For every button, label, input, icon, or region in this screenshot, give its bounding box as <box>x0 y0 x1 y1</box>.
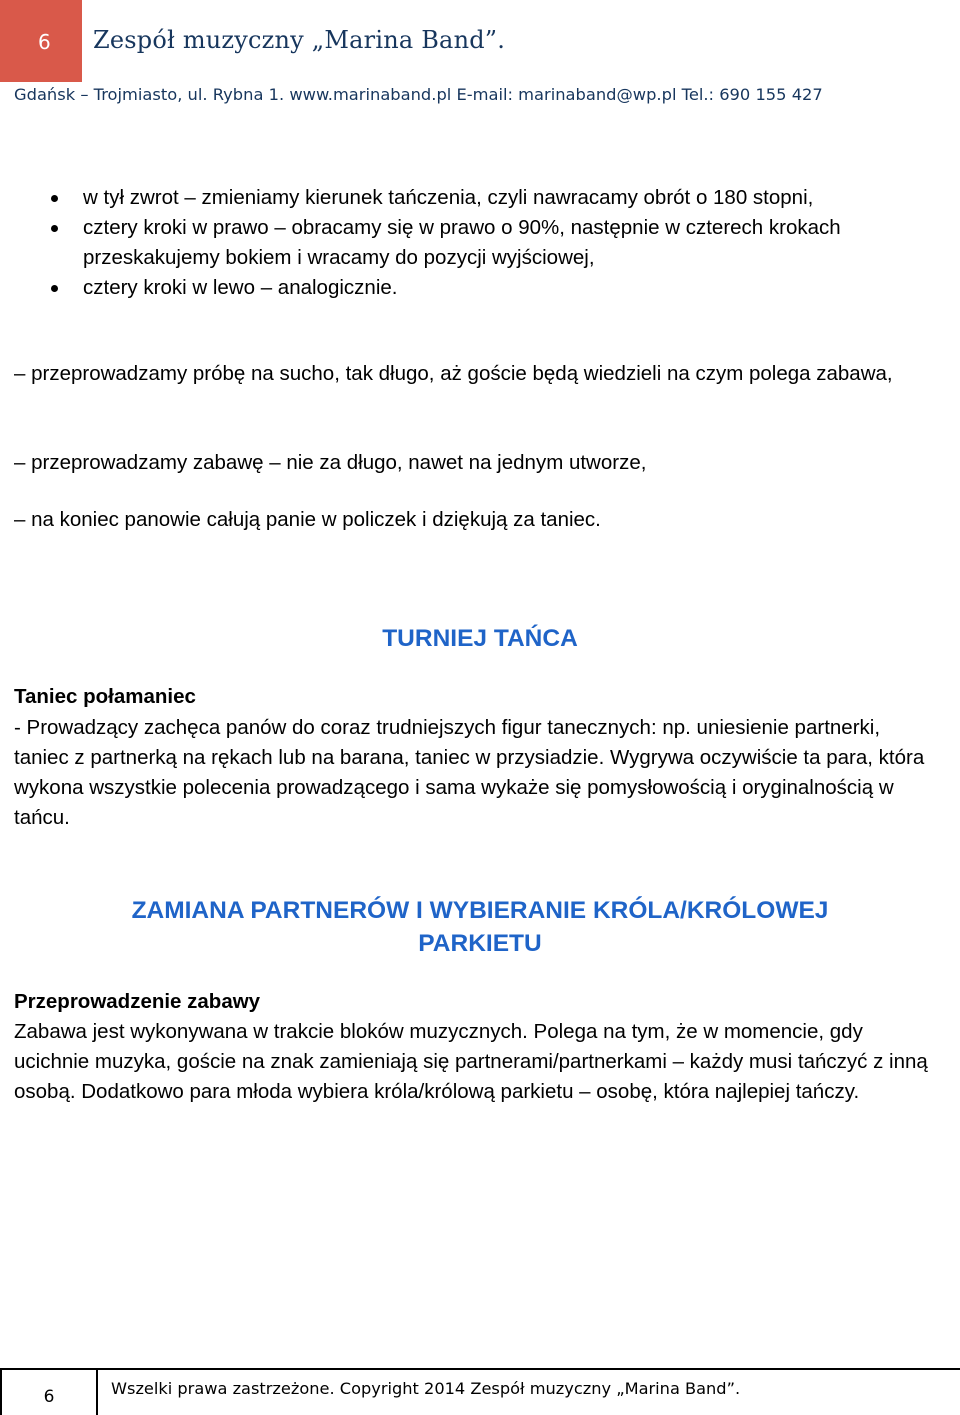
document-title: Zespół muzyczny „Marina Band”. <box>93 26 506 54</box>
section-body-taniec: - Prowadzący zachęca panów do coraz trudniejszych figur tanecznych: np. uniesienie partnerki, taniec z partnerką na rękach lub na barana, taniec w przysiadzie. Wygrywa oczywiście ta para, która wykona wszystkie polecenia prowadzącego i sama wykaże się pomysłowością i oryginalnością w tańcu. <box>14 716 925 829</box>
list-item <box>83 213 943 273</box>
footer-page-number-box <box>0 1368 98 1415</box>
section-heading-turniej: TURNIEJ TAŃCA <box>382 625 578 652</box>
list-item-text: cztery kroki w lewo – analogicznie. <box>83 276 398 299</box>
section-heading-zamiana <box>0 894 960 960</box>
list-item-text: w tył zwrot – zmieniamy kierunek tańczenia, czyli nawracamy obrót o 180 stopni, <box>83 186 814 209</box>
bullet-icon <box>51 195 58 202</box>
footer-page-number: 6 <box>43 1386 55 1407</box>
page-number-badge <box>0 0 82 82</box>
dash-item: – przeprowadzamy zabawę – nie za długo, nawet na jednym utworze, <box>14 451 647 474</box>
bullet-list <box>83 183 943 303</box>
section-subheading-przeprowadzenie: Przeprowadzenie zabawy <box>14 990 261 1013</box>
footer-divider <box>98 1368 960 1370</box>
dash-item: – na koniec panowie całują panie w policzek i dziękują za taniec. <box>14 508 601 531</box>
footer-copyright: Wszelki prawa zastrzeżone. Copyright 2014 Zespół muzyczny „Marina Band”. <box>111 1379 741 1398</box>
bullet-icon <box>51 285 58 292</box>
contact-line: Gdańsk – Trojmiasto, ul. Rybna 1. www.marinaband.pl E-mail: marinaband@wp.pl Tel.: 690 155 427 <box>14 85 823 104</box>
list-item-text: cztery kroki w prawo – obracamy się w prawo o 90%, następnie w czterech krokach przeskakujemy bokiem i wracamy do pozycji wyjściowej, <box>83 216 841 269</box>
section-heading-zamiana-line1: ZAMIANA PARTNERÓW I WYBIERANIE KRÓLA/KRÓLOWEJ <box>131 897 829 924</box>
list-item <box>83 273 943 303</box>
list-item <box>83 183 943 213</box>
section-heading-zamiana-line2: PARKIETU <box>418 930 542 957</box>
bullet-icon <box>51 225 58 232</box>
section-body-przeprowadzenie: Zabawa jest wykonywana w trakcie bloków muzycznych. Polega na tym, że w momencie, gdy ucichnie muzyka, goście na znak zamieniają się partnerami/partnerkami – każdy musi tańczyć z inną osobą. Dodatkowo para młoda wybiera króla/królową parkietu – osobę, która najlepiej tańczy. <box>14 1020 928 1103</box>
section-subheading-taniec: Taniec połamaniec <box>14 685 196 708</box>
dash-item: – przeprowadzamy próbę na sucho, tak długo, aż goście będą wiedzieli na czym polega zabawa, <box>14 362 893 385</box>
header-page-number: 6 <box>38 30 51 54</box>
